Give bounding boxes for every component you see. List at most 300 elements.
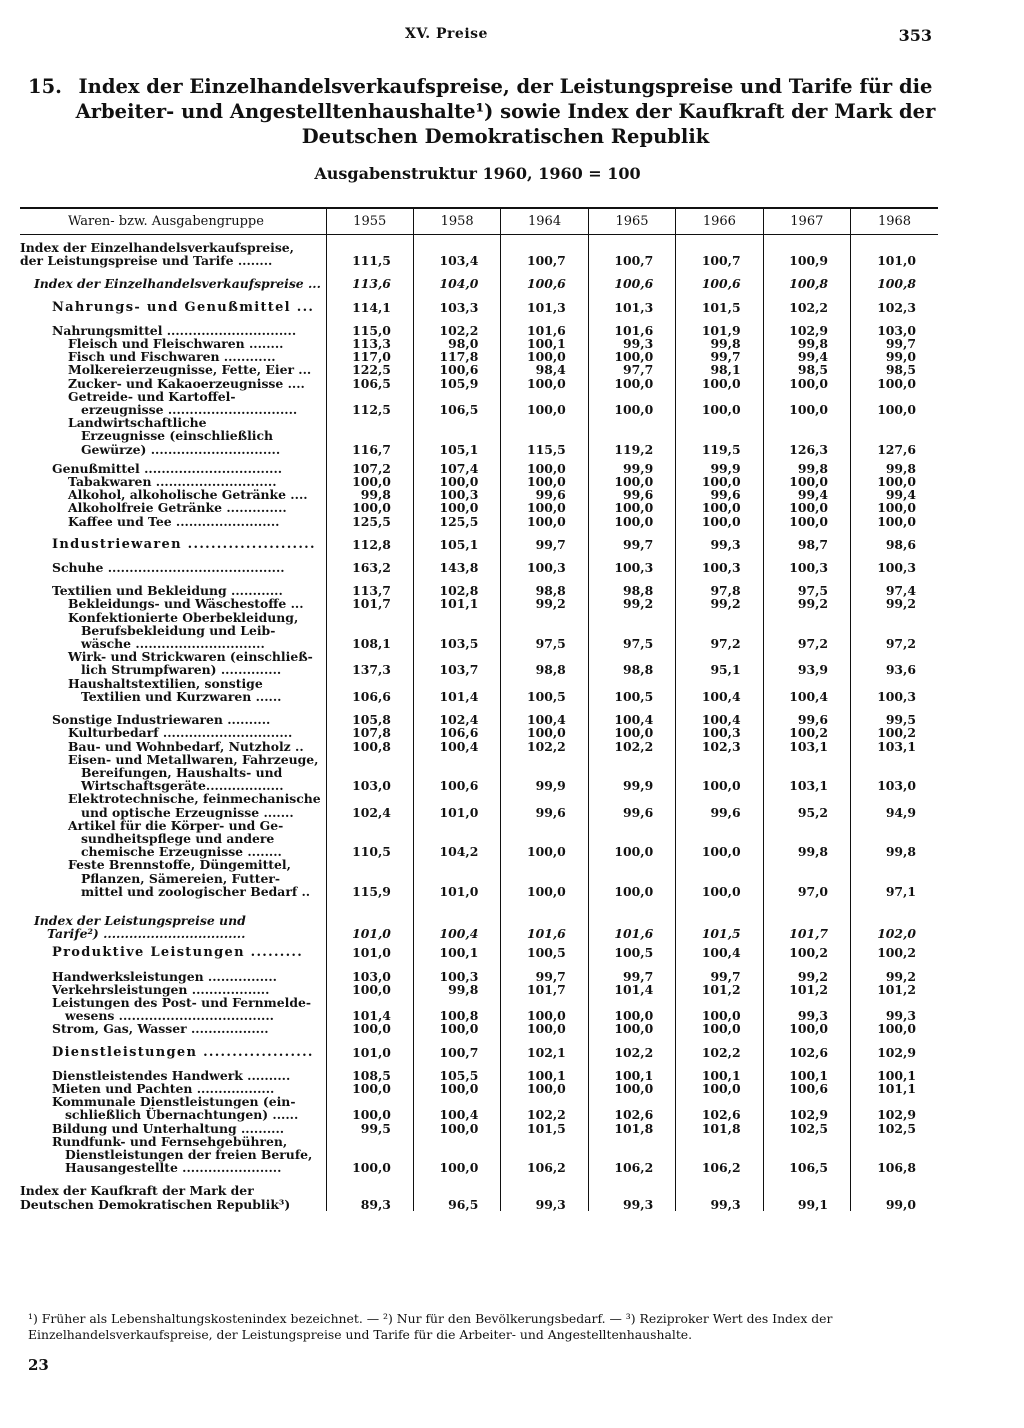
value-cell: 99,8 [763,456,850,475]
row-label-text: Konfektionierte Oberbekleidung, Berufsbekleidung und Leib- wäsche .............................. [68,609,299,652]
table-row [20,1036,938,1059]
value-cell: 115,5 [501,416,588,456]
value-cell: 100,0 [326,983,413,996]
value-cell: 99,8 [326,488,413,501]
value-cell: 101,0 [326,898,413,940]
value-cell: 115,9 [326,858,413,898]
table-row [20,390,938,416]
value-cell: 105,1 [413,416,500,456]
value-cell: 103,1 [763,740,850,753]
value-cell: 101,3 [588,291,675,314]
row-label-text: Nahrungs- und Genußmittel ... [52,299,315,315]
value-cell: 99,8 [763,337,850,350]
row-label-text: Feste Brennstoffe, Düngemittel, Pflanzen, Sämereien, Futter- mittel und zoologischer Bedarf .. [68,857,311,899]
value-cell: 102,2 [588,1036,675,1059]
value-cell: 102,3 [676,740,763,753]
table-row [20,858,938,898]
value-cell: 99,7 [501,960,588,983]
value-cell: 100,0 [763,475,850,488]
value-cell: 101,4 [588,983,675,996]
value-cell: 111,5 [326,235,413,268]
table-row [20,456,938,475]
value-cell: 98,5 [763,363,850,376]
value-cell: 99,5 [851,703,938,726]
value-cell: 99,9 [501,753,588,793]
value-cell: 107,8 [326,726,413,739]
footnotes: ¹) Früher als Lebenshaltungskostenindex bezeichnet. — ²) Nur für den Bevölkerungsbedarf. — ³) Reziproker Wert des Index der Einzelhandelsverkaufspreise, der Leistungspreise und Tarife für die Arbeiter- und Angestelltenhaushalte. [28,1311,833,1342]
value-cell: 100,0 [501,996,588,1022]
table-row [20,677,938,703]
value-cell: 100,1 [588,1059,675,1082]
table-row [20,703,938,726]
value-cell: 100,0 [676,377,763,390]
value-cell: 100,5 [501,940,588,959]
row-label [20,996,326,1022]
value-cell: 113,6 [326,267,413,290]
row-label [20,792,326,818]
value-cell: 103,5 [413,611,500,651]
value-cell: 100,0 [501,501,588,514]
value-cell: 99,0 [851,1174,938,1210]
table-number: 15. [28,75,62,98]
table-row [20,416,938,456]
value-cell: 116,7 [326,416,413,456]
value-cell: 100,0 [676,819,763,859]
value-cell: 99,1 [763,1174,850,1210]
page-number: 353 [898,26,932,45]
value-cell: 106,2 [501,1135,588,1175]
value-cell: 106,5 [326,377,413,390]
column-header: Waren- bzw. Ausgabengruppe [20,208,326,235]
value-cell: 100,0 [676,1082,763,1095]
section-title: XV. Preise [405,26,488,42]
value-cell: 99,3 [676,1174,763,1210]
value-cell: 101,4 [413,677,500,703]
row-label-text: Schuhe ......................................... [52,560,285,576]
value-cell: 98,8 [588,650,675,676]
value-cell: 97,7 [588,363,675,376]
value-cell: 93,9 [763,650,850,676]
value-cell: 99,2 [676,597,763,610]
value-cell: 100,0 [413,1135,500,1175]
value-cell: 101,6 [588,314,675,337]
table-row [20,515,938,528]
value-cell: 114,1 [326,291,413,314]
value-cell: 93,6 [851,650,938,676]
value-cell: 100,0 [851,501,938,514]
value-cell: 100,0 [501,1082,588,1095]
value-cell: 100,9 [763,235,850,268]
value-cell: 98,8 [501,574,588,597]
row-label-text: Genußmittel ................................ [52,460,283,476]
value-cell: 108,5 [326,1059,413,1082]
value-cell: 99,8 [851,819,938,859]
value-cell: 101,0 [851,235,938,268]
value-cell: 108,1 [326,611,413,651]
value-cell: 100,0 [326,501,413,514]
value-cell: 100,0 [851,377,938,390]
value-cell: 102,9 [851,1036,938,1059]
column-header: 1964 [501,208,588,235]
row-label [20,611,326,651]
value-cell: 99,3 [588,337,675,350]
value-cell: 106,2 [588,1135,675,1175]
row-label-text: Nahrungsmittel .............................. [52,322,297,338]
table-header-row [20,208,938,235]
value-cell: 101,5 [676,898,763,940]
value-cell: 99,6 [676,488,763,501]
value-cell: 99,7 [851,337,938,350]
value-cell: 100,1 [763,1059,850,1082]
row-label [20,898,326,940]
value-cell: 101,6 [501,314,588,337]
table-row [20,551,938,574]
value-cell: 100,1 [676,1059,763,1082]
value-cell: 102,4 [326,792,413,818]
value-cell: 100,0 [501,819,588,859]
value-cell: 99,6 [763,703,850,726]
value-cell: 99,4 [763,350,850,363]
row-label-text: Landwirtschaftliche Erzeugnisse (einschließlich Gewürze) .............................. [68,415,281,457]
table-row [20,314,938,337]
value-cell: 100,0 [413,1082,500,1095]
value-cell: 100,5 [588,677,675,703]
row-label [20,1036,326,1059]
value-cell: 99,7 [501,528,588,551]
value-cell: 100,7 [413,1036,500,1059]
value-cell: 100,3 [763,551,850,574]
value-cell: 126,3 [763,416,850,456]
value-cell: 100,0 [763,1022,850,1035]
row-label-text: Elektrotechnische, feinmechanische und optische Erzeugnisse ....... [68,791,321,820]
value-cell: 100,0 [501,858,588,898]
value-cell: 101,0 [326,940,413,959]
value-cell: 100,5 [588,940,675,959]
row-label [20,819,326,859]
value-cell: 101,2 [763,983,850,996]
value-cell: 101,7 [501,983,588,996]
value-cell: 99,9 [588,456,675,475]
value-cell: 100,4 [676,703,763,726]
value-cell: 100,0 [676,390,763,416]
value-cell: 100,0 [326,1022,413,1035]
value-cell: 104,2 [413,819,500,859]
row-label-text: Zucker- und Kakaoerzeugnisse .... [68,375,305,391]
value-cell: 102,9 [763,1095,850,1121]
value-cell: 102,6 [763,1036,850,1059]
row-label [20,1059,326,1082]
value-cell: 112,5 [326,390,413,416]
value-cell: 99,4 [763,488,850,501]
value-cell: 117,8 [413,350,500,363]
value-cell: 100,0 [676,858,763,898]
row-label [20,574,326,597]
value-cell: 101,0 [326,1036,413,1059]
row-label [20,960,326,983]
row-label-text: Handwerksleistungen ................ [52,968,277,984]
value-cell: 100,0 [501,456,588,475]
value-cell: 100,0 [676,996,763,1022]
row-label-text: Textilien und Bekleidung ............ [52,583,283,599]
value-cell: 100,3 [501,551,588,574]
row-label-text: Index der Einzelhandelsverkaufspreise, der Leistungspreise und Tarife ........ [20,240,294,269]
value-cell: 98,5 [851,363,938,376]
value-cell: 100,0 [413,501,500,514]
value-cell: 100,6 [588,267,675,290]
value-cell: 100,4 [413,1095,500,1121]
value-cell: 98,8 [588,574,675,597]
row-label-text: Haushaltstextilien, sonstige Textilien und Kurzwaren ...... [68,675,282,704]
table-row [20,1174,938,1210]
value-cell: 137,3 [326,650,413,676]
row-label [20,267,326,290]
table-row [20,650,938,676]
value-cell: 98,6 [851,528,938,551]
row-label-text: Dienstleistungen ................... [52,1044,314,1060]
value-cell: 100,4 [413,898,500,940]
value-cell: 100,7 [676,235,763,268]
row-label [20,677,326,703]
value-cell: 100,8 [413,996,500,1022]
value-cell: 100,2 [851,726,938,739]
value-cell: 102,0 [851,898,938,940]
row-label-text: Leistungen des Post- und Fernmelde- wesens .................................... [52,994,312,1024]
row-label-text: Mieten und Pachten .................. [52,1080,275,1096]
row-label-text: Verkehrsleistungen .................. [52,981,270,997]
value-cell: 106,6 [413,726,500,739]
value-cell: 117,0 [326,350,413,363]
value-cell: 100,3 [851,677,938,703]
value-cell: 102,1 [501,1036,588,1059]
value-cell: 99,0 [851,350,938,363]
value-cell: 100,0 [501,515,588,528]
value-cell: 122,5 [326,363,413,376]
value-cell: 100,0 [588,501,675,514]
value-cell: 100,0 [676,1022,763,1035]
value-cell: 99,2 [763,960,850,983]
value-cell: 101,6 [588,898,675,940]
value-cell: 100,6 [413,363,500,376]
value-cell: 100,0 [413,1122,500,1135]
value-cell: 102,2 [501,1095,588,1121]
value-cell: 119,2 [588,416,675,456]
value-cell: 100,2 [851,940,938,959]
value-cell: 99,9 [588,753,675,793]
table-row [20,960,938,983]
value-cell: 100,8 [326,740,413,753]
value-cell: 103,4 [413,235,500,268]
row-label [20,940,326,959]
table-row [20,996,938,1022]
value-cell: 100,2 [763,940,850,959]
value-cell: 100,0 [763,501,850,514]
value-cell: 100,0 [676,475,763,488]
value-cell: 96,5 [413,1174,500,1210]
value-cell: 100,0 [851,475,938,488]
column-header: 1955 [326,208,413,235]
row-label-text: Kommunale Dienstleistungen (ein- schließlich Übernachtungen) ...... [52,1094,299,1123]
value-cell: 98,4 [501,363,588,376]
row-label [20,1022,326,1035]
row-label-text: Getreide- und Kartoffel- erzeugnisse .............................. [68,388,298,418]
value-cell: 99,8 [413,983,500,996]
value-cell: 101,1 [851,1082,938,1095]
value-cell: 103,7 [413,650,500,676]
value-cell: 100,0 [588,819,675,859]
value-cell: 104,0 [413,267,500,290]
row-label-text: Artikel für die Körper- und Ge- sundheitspflege und andere chemische Erzeugnisse ........ [68,817,284,860]
row-label [20,650,326,676]
value-cell: 94,9 [851,792,938,818]
value-cell: 102,2 [501,740,588,753]
value-cell: 103,0 [851,314,938,337]
value-cell: 101,8 [676,1122,763,1135]
table-row [20,1022,938,1035]
row-label [20,416,326,456]
value-cell: 99,6 [501,488,588,501]
value-cell: 98,1 [676,363,763,376]
value-cell: 99,6 [588,488,675,501]
column-header: 1958 [413,208,500,235]
table-row [20,898,938,940]
row-label [20,235,326,268]
value-cell: 102,9 [851,1095,938,1121]
table-title-text: Index der Einzelhandelsverkaufspreise, der Leistungspreise und Tarife für die Arbeiter- und Angestelltenhaushalte¹) sowie Index der Kaufkraft der Mark der Deutschen Demokratischen Republik [75,75,936,148]
value-cell: 99,4 [851,488,938,501]
table-row [20,792,938,818]
value-cell: 100,0 [326,1135,413,1175]
value-cell: 100,8 [851,267,938,290]
value-cell: 100,2 [763,726,850,739]
table-row [20,611,938,651]
price-index-table [20,207,938,1211]
row-label-text: Fisch und Fischwaren ............ [68,349,276,365]
table-row [20,528,938,551]
value-cell: 99,3 [501,1174,588,1210]
value-cell: 100,0 [413,475,500,488]
value-cell: 100,0 [588,726,675,739]
value-cell: 100,0 [588,390,675,416]
value-cell: 103,1 [851,740,938,753]
value-cell: 103,1 [763,753,850,793]
value-cell: 106,6 [326,677,413,703]
value-cell: 97,1 [851,858,938,898]
value-cell: 99,2 [763,597,850,610]
value-cell: 100,0 [501,350,588,363]
table-title [28,74,943,149]
row-label-text: Molkereierzeugnisse, Fette, Eier ... [68,362,312,378]
value-cell: 99,3 [851,996,938,1022]
value-cell: 100,0 [851,390,938,416]
value-cell: 100,7 [501,235,588,268]
value-cell: 97,2 [851,611,938,651]
value-cell: 99,7 [588,528,675,551]
value-cell: 100,0 [588,377,675,390]
row-label-text: Alkohol, alkoholische Getränke .... [68,487,308,503]
row-label-text: Bekleidungs- und Wäschestoffe ... [68,596,304,612]
value-cell: 107,2 [326,456,413,475]
value-cell: 100,4 [676,940,763,959]
row-label [20,1095,326,1121]
value-cell: 100,7 [588,235,675,268]
value-cell: 97,0 [763,858,850,898]
value-cell: 100,0 [676,501,763,514]
value-cell: 102,2 [763,291,850,314]
value-cell: 97,8 [676,574,763,597]
running-header [0,26,1024,46]
row-label [20,291,326,314]
table-row [20,1095,938,1121]
value-cell: 100,6 [676,267,763,290]
value-cell: 99,6 [588,792,675,818]
value-cell: 100,0 [588,350,675,363]
value-cell: 106,5 [763,1135,850,1175]
value-cell: 100,0 [501,1022,588,1035]
value-cell: 100,0 [763,515,850,528]
row-label-text: Sonstige Industriewaren .......... [52,712,271,728]
table-row [20,940,938,959]
row-label [20,753,326,793]
value-cell: 113,7 [326,574,413,597]
value-cell: 102,2 [676,1036,763,1059]
value-cell: 100,0 [676,515,763,528]
value-cell: 100,0 [763,377,850,390]
value-cell: 163,2 [326,551,413,574]
value-cell: 99,3 [676,528,763,551]
value-cell: 143,8 [413,551,500,574]
value-cell: 100,0 [588,1022,675,1035]
value-cell: 127,6 [851,416,938,456]
row-label [20,456,326,475]
value-cell: 112,8 [326,528,413,551]
value-cell: 98,0 [413,337,500,350]
value-cell: 100,6 [413,753,500,793]
value-cell: 99,2 [588,597,675,610]
value-cell: 99,3 [763,996,850,1022]
table-row [20,291,938,314]
value-cell: 102,3 [851,291,938,314]
row-label-text: Kulturbedarf .............................. [68,725,293,741]
row-label [20,515,326,528]
row-label [20,1135,326,1175]
value-cell: 100,3 [676,726,763,739]
column-header: 1967 [763,208,850,235]
value-cell: 100,3 [676,551,763,574]
value-cell: 99,8 [676,337,763,350]
value-cell: 99,7 [676,960,763,983]
footer-page-number: 23 [28,1356,49,1374]
value-cell: 100,4 [676,677,763,703]
value-cell: 102,8 [413,574,500,597]
table-row [20,235,938,268]
value-cell: 100,6 [763,1082,850,1095]
value-cell: 99,9 [676,456,763,475]
row-label [20,858,326,898]
row-label-text: Index der Kaufkraft der Mark der Deutschen Demokratischen Republik³) [20,1183,291,1212]
value-cell: 97,5 [763,574,850,597]
value-cell: 103,0 [851,753,938,793]
value-cell: 99,8 [763,819,850,859]
value-cell: 100,0 [763,390,850,416]
value-cell: 101,4 [326,996,413,1022]
row-label-text: Bau- und Wohnbedarf, Nutzholz .. [68,738,304,754]
row-label-text: Industriewaren ...................... [52,536,316,552]
value-cell: 100,0 [588,858,675,898]
value-cell: 100,0 [501,726,588,739]
value-cell: 102,6 [676,1095,763,1121]
value-cell: 103,3 [413,291,500,314]
value-cell: 103,0 [326,960,413,983]
